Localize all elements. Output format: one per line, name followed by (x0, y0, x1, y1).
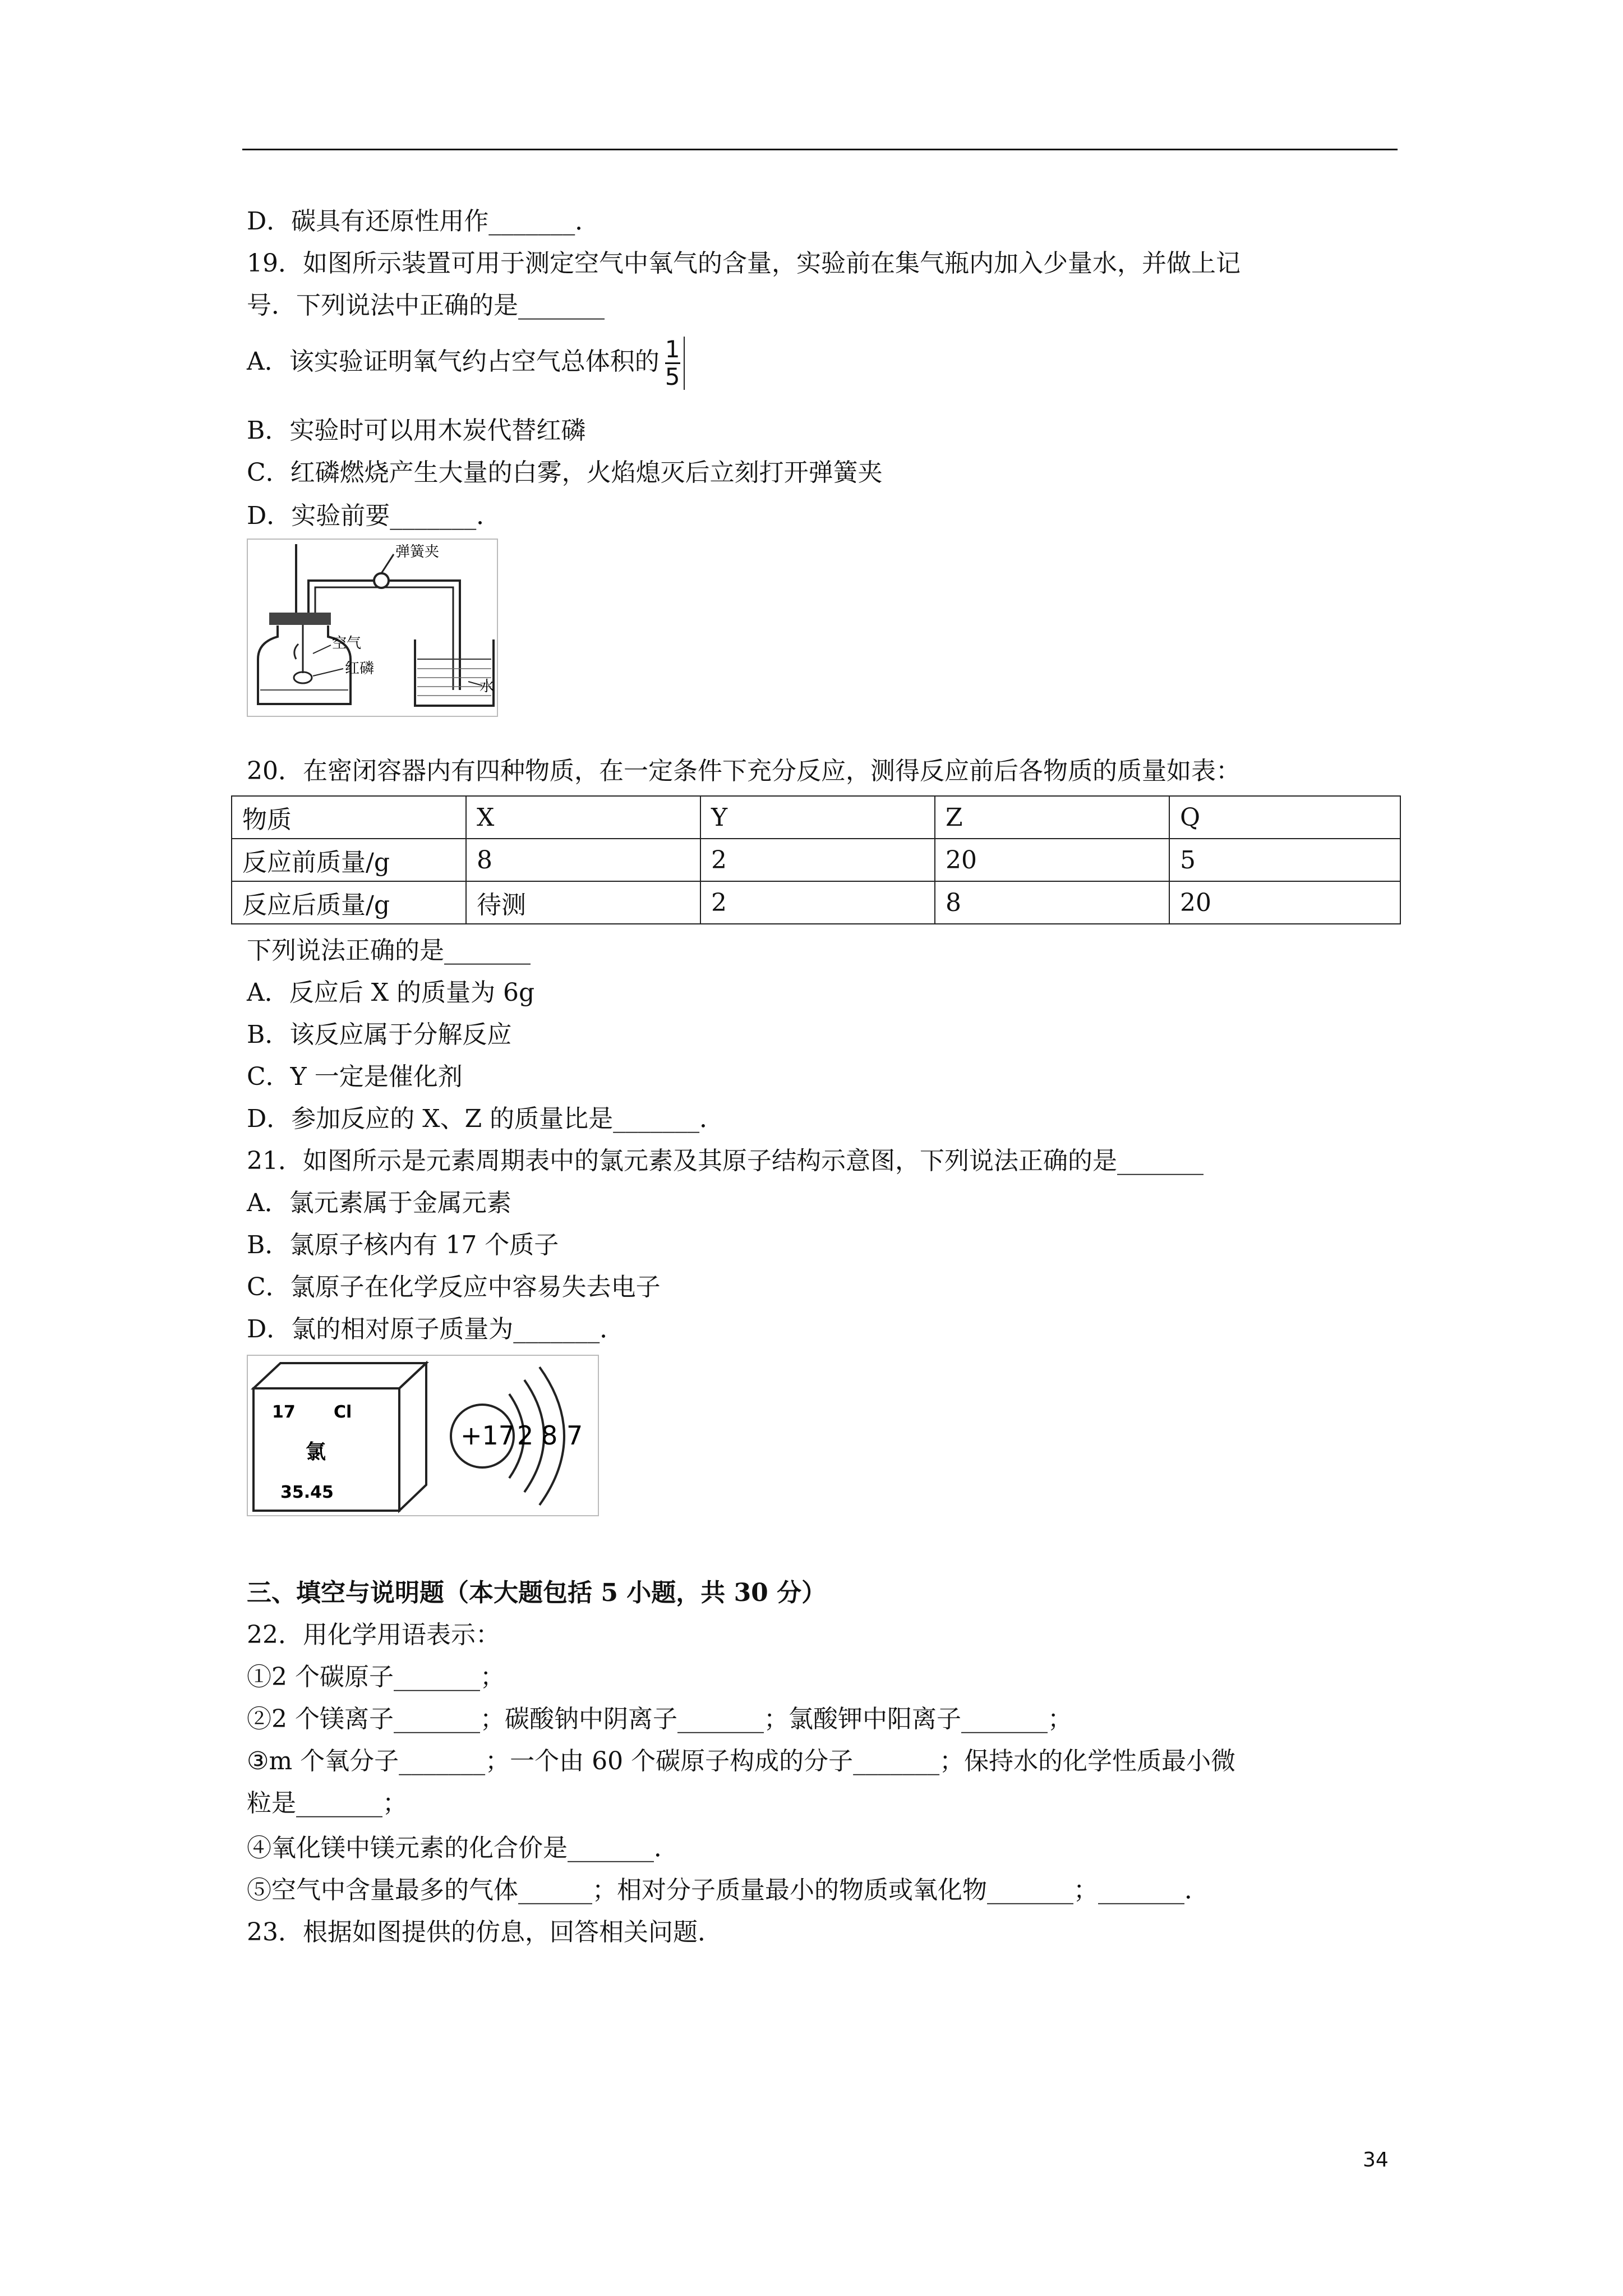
table-cell: Y (700, 796, 935, 839)
table-header-row (232, 796, 1400, 839)
table-cell: 反应前质量/g (232, 839, 466, 881)
q18-option-d: D．碳具有还原性用作_______． (247, 207, 600, 236)
shell-electrons-3: 7 (566, 1420, 583, 1451)
page-number: 34 (1363, 2148, 1389, 2171)
oxygen-apparatus-figure (247, 539, 499, 718)
q23-stem: 23．根据如图提供的仿息，回答相关问题． (247, 1918, 722, 1947)
table-cell: 物质 (232, 796, 466, 839)
q20-option-a: A．反应后 X 的质量为 6g (247, 978, 535, 1007)
element-name: 氯 (306, 1441, 326, 1464)
q19-option-a (247, 337, 685, 390)
q19-stem-line2: 号．下列说法中正确的是_______ (247, 291, 605, 320)
section-3-heading: 三、填空与说明题（本大题包括 5 小题，共 30 分） (247, 1579, 827, 1607)
fraction-one-fifth (662, 337, 685, 390)
label-red-phosphorus: 红磷 (345, 660, 375, 677)
q21-option-c: C．氯原子在化学反应中容易失去电子 (247, 1273, 661, 1301)
q19-option-d: D．实验前要_______． (247, 501, 501, 530)
q21-option-b: B．氯原子核内有 17 个质子 (247, 1231, 559, 1259)
q22-stem: 22．用化学用语表示： (247, 1621, 500, 1649)
table-cell: 8 (466, 839, 700, 881)
table-row (232, 839, 1400, 881)
table-cell: 20 (935, 839, 1169, 881)
element-symbol: Cl (334, 1402, 352, 1422)
table-cell: X (466, 796, 700, 839)
shell-electrons-2: 8 (541, 1420, 558, 1451)
q19-stem-line1: 19．如图所示装置可用于测定空气中氧气的含量，实验前在集气瓶内加入少量水，并做上记 (247, 249, 1241, 278)
element-atomic-number: 17 (272, 1402, 296, 1422)
q20-option-d: D．参加反应的 X、Z 的质量比是_______． (247, 1105, 725, 1133)
table-cell: Z (935, 796, 1169, 839)
q22-item-1: ①2 个碳原子_______； (247, 1663, 505, 1691)
q19-option-b: B．实验时可以用木炭代替红磷 (247, 416, 586, 445)
q22-item-3-line1: ③m 个氧分子_______；一个由 60 个碳原子构成的分子_______；保持水的化学性质最小微 (247, 1747, 1236, 1775)
q20-option-c: C．Y 一定是催化剂 (247, 1062, 463, 1091)
mass-table (231, 795, 1401, 924)
label-water: 水 (479, 678, 495, 695)
table-cell: 2 (700, 881, 935, 924)
q22-item-5: ⑤空气中含量最多的气体______；相对分子质量最小的物质或氧化物_______；_______． (247, 1876, 1209, 1904)
fraction-denominator: 5 (665, 363, 680, 390)
element-atomic-mass: 35.45 (280, 1483, 334, 1502)
chlorine-element-figure (247, 1355, 600, 1517)
q21-option-a: A．氯元素属于金属元素 (247, 1189, 511, 1217)
label-air: 空气 (332, 635, 362, 652)
table-row (232, 881, 1400, 924)
q19-option-c: C．红磷燃烧产生大量的白雾，火焰熄灭后立刻打开弹簧夹 (247, 458, 883, 487)
q20-stem: 20．在密闭容器内有四种物质，在一定条件下充分反应，测得反应前后各物质的质量如表： (247, 757, 1241, 785)
q21-option-d: D．氯的相对原子质量为_______． (247, 1315, 625, 1343)
q22-item-3-line2: 粒是_______； (247, 1789, 407, 1818)
table-cell: Q (1169, 796, 1400, 839)
q19-option-a-text: A．该实验证明氧气约占空气总体积的 (247, 347, 660, 376)
table-cell: 5 (1169, 839, 1400, 881)
table-cell: 反应后质量/g (232, 881, 466, 924)
q22-item-4: ④氧化镁中镁元素的化合价是_______． (247, 1834, 679, 1862)
fraction-numerator: 1 (665, 335, 680, 363)
q20-option-b: B．该反应属于分解反应 (247, 1020, 512, 1049)
q20-ask: 下列说法正确的是_______ (247, 936, 531, 965)
q22-item-2: ②2 个镁离子_______；碳酸钠中阴离子_______；氯酸钾中阳离子_______； (247, 1705, 1072, 1733)
label-spring-clip: 弹簧夹 (395, 544, 440, 560)
shell-electrons-1: 2 (517, 1420, 534, 1451)
table-cell: 2 (700, 839, 935, 881)
q21-stem: 21．如图所示是元素周期表中的氯元素及其原子结构示意图，下列说法正确的是_______ (247, 1147, 1204, 1175)
nucleus-charge: +17 (460, 1420, 515, 1451)
table-cell: 8 (935, 881, 1169, 924)
table-cell: 20 (1169, 881, 1400, 924)
table-cell: 待测 (466, 881, 700, 924)
header-rule (242, 149, 1398, 150)
